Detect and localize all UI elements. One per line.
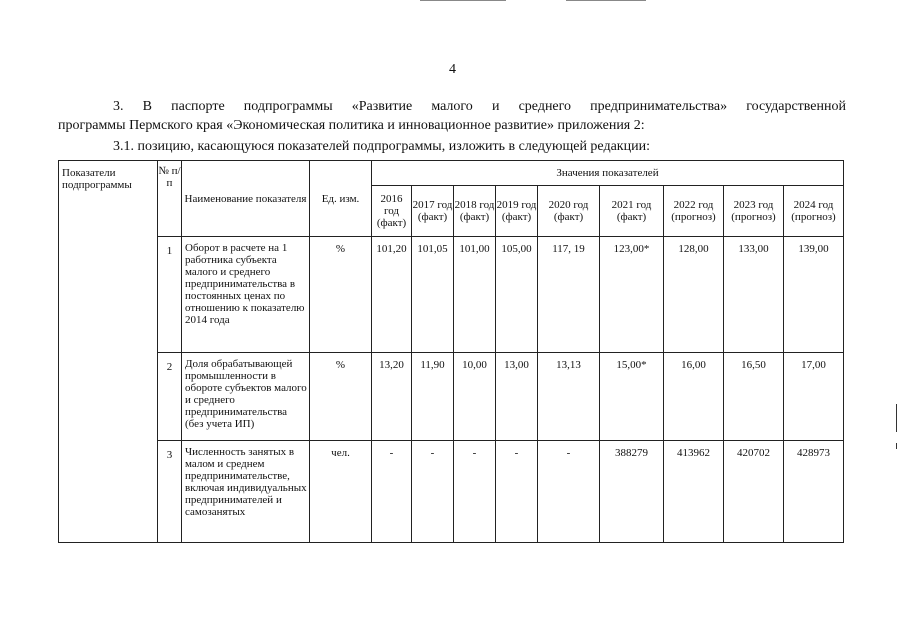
value-cell: 101,00 — [454, 237, 496, 353]
scan-artifact — [896, 404, 897, 432]
header-year: 2016 год (факт) — [372, 186, 412, 237]
header-year: 2024 год (прогноз) — [784, 186, 844, 237]
row-number: 2 — [158, 353, 182, 441]
indicators-table — [58, 160, 844, 543]
value-cell: - — [538, 441, 600, 543]
value-cell: 101,20 — [372, 237, 412, 353]
header-number: № п/п — [158, 161, 182, 237]
header-year: 2017 год (факт) — [412, 186, 454, 237]
table-row — [59, 441, 844, 543]
value-cell: 13,13 — [538, 353, 600, 441]
scan-artifact — [420, 0, 506, 1]
value-cell: 420702 — [724, 441, 784, 543]
header-year: 2023 год (прогноз) — [724, 186, 784, 237]
page-number: 4 — [449, 62, 456, 77]
value-cell: 428973 — [784, 441, 844, 543]
value-cell: 128,00 — [664, 237, 724, 353]
header-name: Наименование показателя — [182, 161, 310, 237]
header-year: 2018 год (факт) — [454, 186, 496, 237]
value-cell: 10,00 — [454, 353, 496, 441]
indicator-unit: чел. — [310, 441, 372, 543]
value-cell: - — [372, 441, 412, 543]
row-number: 1 — [158, 237, 182, 353]
indicator-name: Оборот в расчете на 1 работника субъекта малого и среднего предпринимательства в постоянных ценах по отношению к показателю 2014 года — [182, 237, 310, 353]
header-unit: Ед. изм. — [310, 161, 372, 237]
value-cell: 13,00 — [496, 353, 538, 441]
scan-artifact — [566, 0, 646, 1]
indicator-unit: % — [310, 353, 372, 441]
header-values: Значения показателей — [372, 161, 844, 186]
header-year: 2019 год (факт) — [496, 186, 538, 237]
value-cell: 388279 — [600, 441, 664, 543]
value-cell: 139,00 — [784, 237, 844, 353]
value-cell: - — [454, 441, 496, 543]
paragraph-1: 3. В паспорте подпрограммы «Развитие малого и среднего предпринимательства» государственной — [113, 99, 846, 114]
value-cell: 16,00 — [664, 353, 724, 441]
indicator-name: Доля обрабатывающей промышленности в обороте субъектов малого и среднего предпринимательства (без учета ИП) — [182, 353, 310, 441]
value-cell: - — [496, 441, 538, 543]
value-cell: 16,50 — [724, 353, 784, 441]
header-year: 2021 год (факт) — [600, 186, 664, 237]
paragraph-2: программы Пермского края «Экономическая политика и инновационное развитие» приложения 2: — [58, 118, 645, 133]
value-cell: 133,00 — [724, 237, 784, 353]
table-row — [59, 237, 844, 353]
indicator-name: Численность занятых в малом и среднем предпринимательстве, включая индивидуальных предпринимателей и самозанятых — [182, 441, 310, 543]
value-cell: 13,20 — [372, 353, 412, 441]
value-cell: - — [412, 441, 454, 543]
row-number: 3 — [158, 441, 182, 543]
table-row — [59, 353, 844, 441]
value-cell: 413962 — [664, 441, 724, 543]
value-cell: 11,90 — [412, 353, 454, 441]
header-year: 2022 год (прогноз) — [664, 186, 724, 237]
paragraph-3: 3.1. позицию, касающуюся показателей подпрограммы, изложить в следующей редакции: — [113, 139, 650, 154]
value-cell: 15,00* — [600, 353, 664, 441]
value-cell: 17,00 — [784, 353, 844, 441]
indicator-unit: % — [310, 237, 372, 353]
value-cell: 123,00* — [600, 237, 664, 353]
value-cell: 101,05 — [412, 237, 454, 353]
header-indicators: Показатели подпрограммы — [59, 161, 158, 543]
scan-artifact — [896, 443, 897, 449]
header-year: 2020 год (факт) — [538, 186, 600, 237]
value-cell: 117, 19 — [538, 237, 600, 353]
value-cell: 105,00 — [496, 237, 538, 353]
